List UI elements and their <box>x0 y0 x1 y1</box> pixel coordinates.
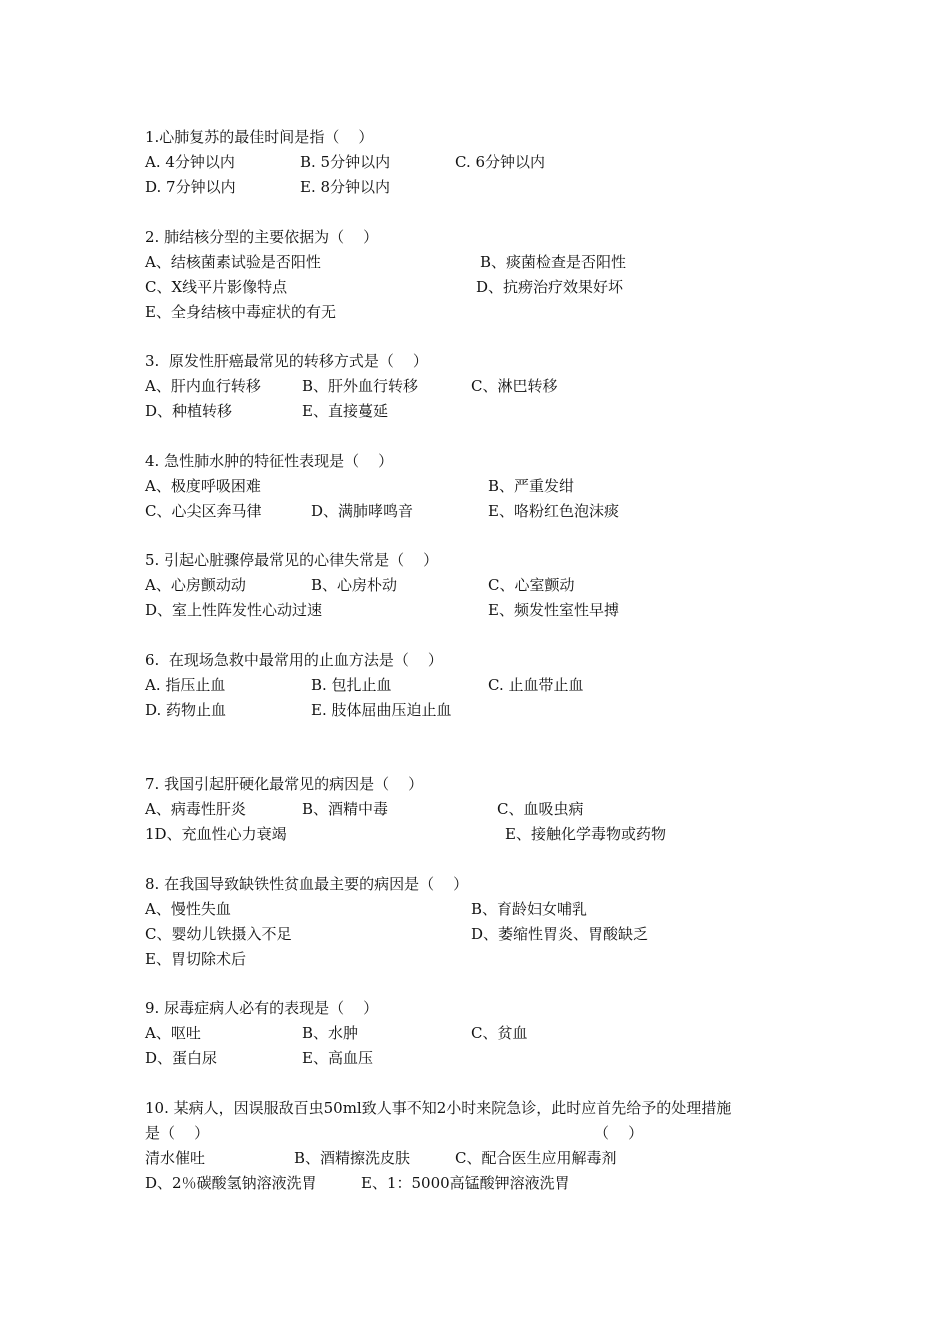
option: A、慢性失血 <box>145 900 231 918</box>
option: E、直接蔓延 <box>302 402 388 420</box>
question-stem: 4. 急性肺水肿的特征性表现是（ ） <box>145 452 394 470</box>
question-stem: 10. 某病人，因误服敌百虫50ml致人事不知2小时来院急诊，此时应首先给予的处理措施 <box>145 1099 732 1117</box>
option: C. 止血带止血 <box>488 676 584 694</box>
option: C、心室颤动 <box>488 576 575 594</box>
option: D. 7分钟以内 <box>145 178 236 196</box>
option: D、室上性阵发性心动过速 <box>145 601 323 619</box>
option: C、X线平片影像特点 <box>145 278 288 296</box>
option: C. 6分钟以内 <box>455 153 546 171</box>
option: B. 5分钟以内 <box>300 153 391 171</box>
option: C、婴幼儿铁摄入不足 <box>145 925 292 943</box>
option: E. 8分钟以内 <box>300 178 391 196</box>
option: E、胃切除术后 <box>145 950 246 968</box>
option: A、结核菌素试验是否阳性 <box>145 253 321 271</box>
option: C、淋巴转移 <box>471 377 558 395</box>
option: B、育龄妇女哺乳 <box>471 900 588 918</box>
option: D、抗痨治疗效果好坏 <box>476 278 624 296</box>
option: E、频发性室性早搏 <box>488 601 619 619</box>
option: B、肝外血行转移 <box>302 377 419 395</box>
question-stem: 1.心肺复苏的最佳时间是指（ ） <box>145 128 374 146</box>
option: E、1：5000高锰酸钾溶液洗胃 <box>361 1174 570 1192</box>
question-stem: 2. 肺结核分型的主要依据为（ ） <box>145 228 379 246</box>
answer-blank: （ ） <box>594 1124 644 1142</box>
option: D、种植转移 <box>145 402 233 420</box>
question-stem-continuation: 是（ ） <box>145 1124 210 1142</box>
question-stem: 6. 在现场急救中最常用的止血方法是（ ） <box>145 651 443 669</box>
option: C、贫血 <box>471 1024 528 1042</box>
option: D、萎缩性胃炎、胃酸缺乏 <box>471 925 649 943</box>
question-stem: 9. 尿毒症病人必有的表现是（ ） <box>145 999 379 1017</box>
option: A. 指压止血 <box>145 676 226 694</box>
question-stem: 8. 在我国导致缺铁性贫血最主要的病因是（ ） <box>145 875 469 893</box>
option: E. 肢体屈曲压迫止血 <box>311 701 452 719</box>
option: E、全身结核中毒症状的有无 <box>145 303 336 321</box>
option: A. 4分钟以内 <box>145 153 235 171</box>
option: B、心房朴动 <box>311 576 398 594</box>
option: A、肝内血行转移 <box>145 377 261 395</box>
option: B. 包扎止血 <box>311 676 392 694</box>
question-stem: 5. 引起心脏骤停最常见的心律失常是（ ） <box>145 551 439 569</box>
option: B、水肿 <box>302 1024 359 1042</box>
option: A、极度呼吸困难 <box>145 477 261 495</box>
option: 1D、充血性心力衰竭 <box>145 825 287 843</box>
option: E、咯粉红色泡沫痰 <box>488 502 619 520</box>
option: A、病毒性肝炎 <box>145 800 246 818</box>
option: 清水催吐 <box>145 1149 206 1167</box>
option: D、2％碳酸氢钠溶液洗胃 <box>145 1174 317 1192</box>
question-stem: 7. 我国引起肝硬化最常见的病因是（ ） <box>145 775 424 793</box>
option: C、血吸虫病 <box>497 800 584 818</box>
option: B、酒精擦洗皮肤 <box>294 1149 411 1167</box>
option: D. 药物止血 <box>145 701 227 719</box>
question-stem: 3. 原发性肝癌最常见的转移方式是（ ） <box>145 352 428 370</box>
option: C、配合医生应用解毒剂 <box>455 1149 617 1167</box>
option: B、痰菌检查是否阳性 <box>480 253 627 271</box>
option: A、呕吐 <box>145 1024 201 1042</box>
option: E、高血压 <box>302 1049 373 1067</box>
option: D、蛋白尿 <box>145 1049 218 1067</box>
option: C、心尖区奔马律 <box>145 502 262 520</box>
option: E、接触化学毒物或药物 <box>505 825 666 843</box>
option: B、酒精中毒 <box>302 800 389 818</box>
option: A、心房颤动动 <box>145 576 246 594</box>
option: B、严重发绀 <box>488 477 575 495</box>
option: D、满肺哮鸣音 <box>311 502 414 520</box>
